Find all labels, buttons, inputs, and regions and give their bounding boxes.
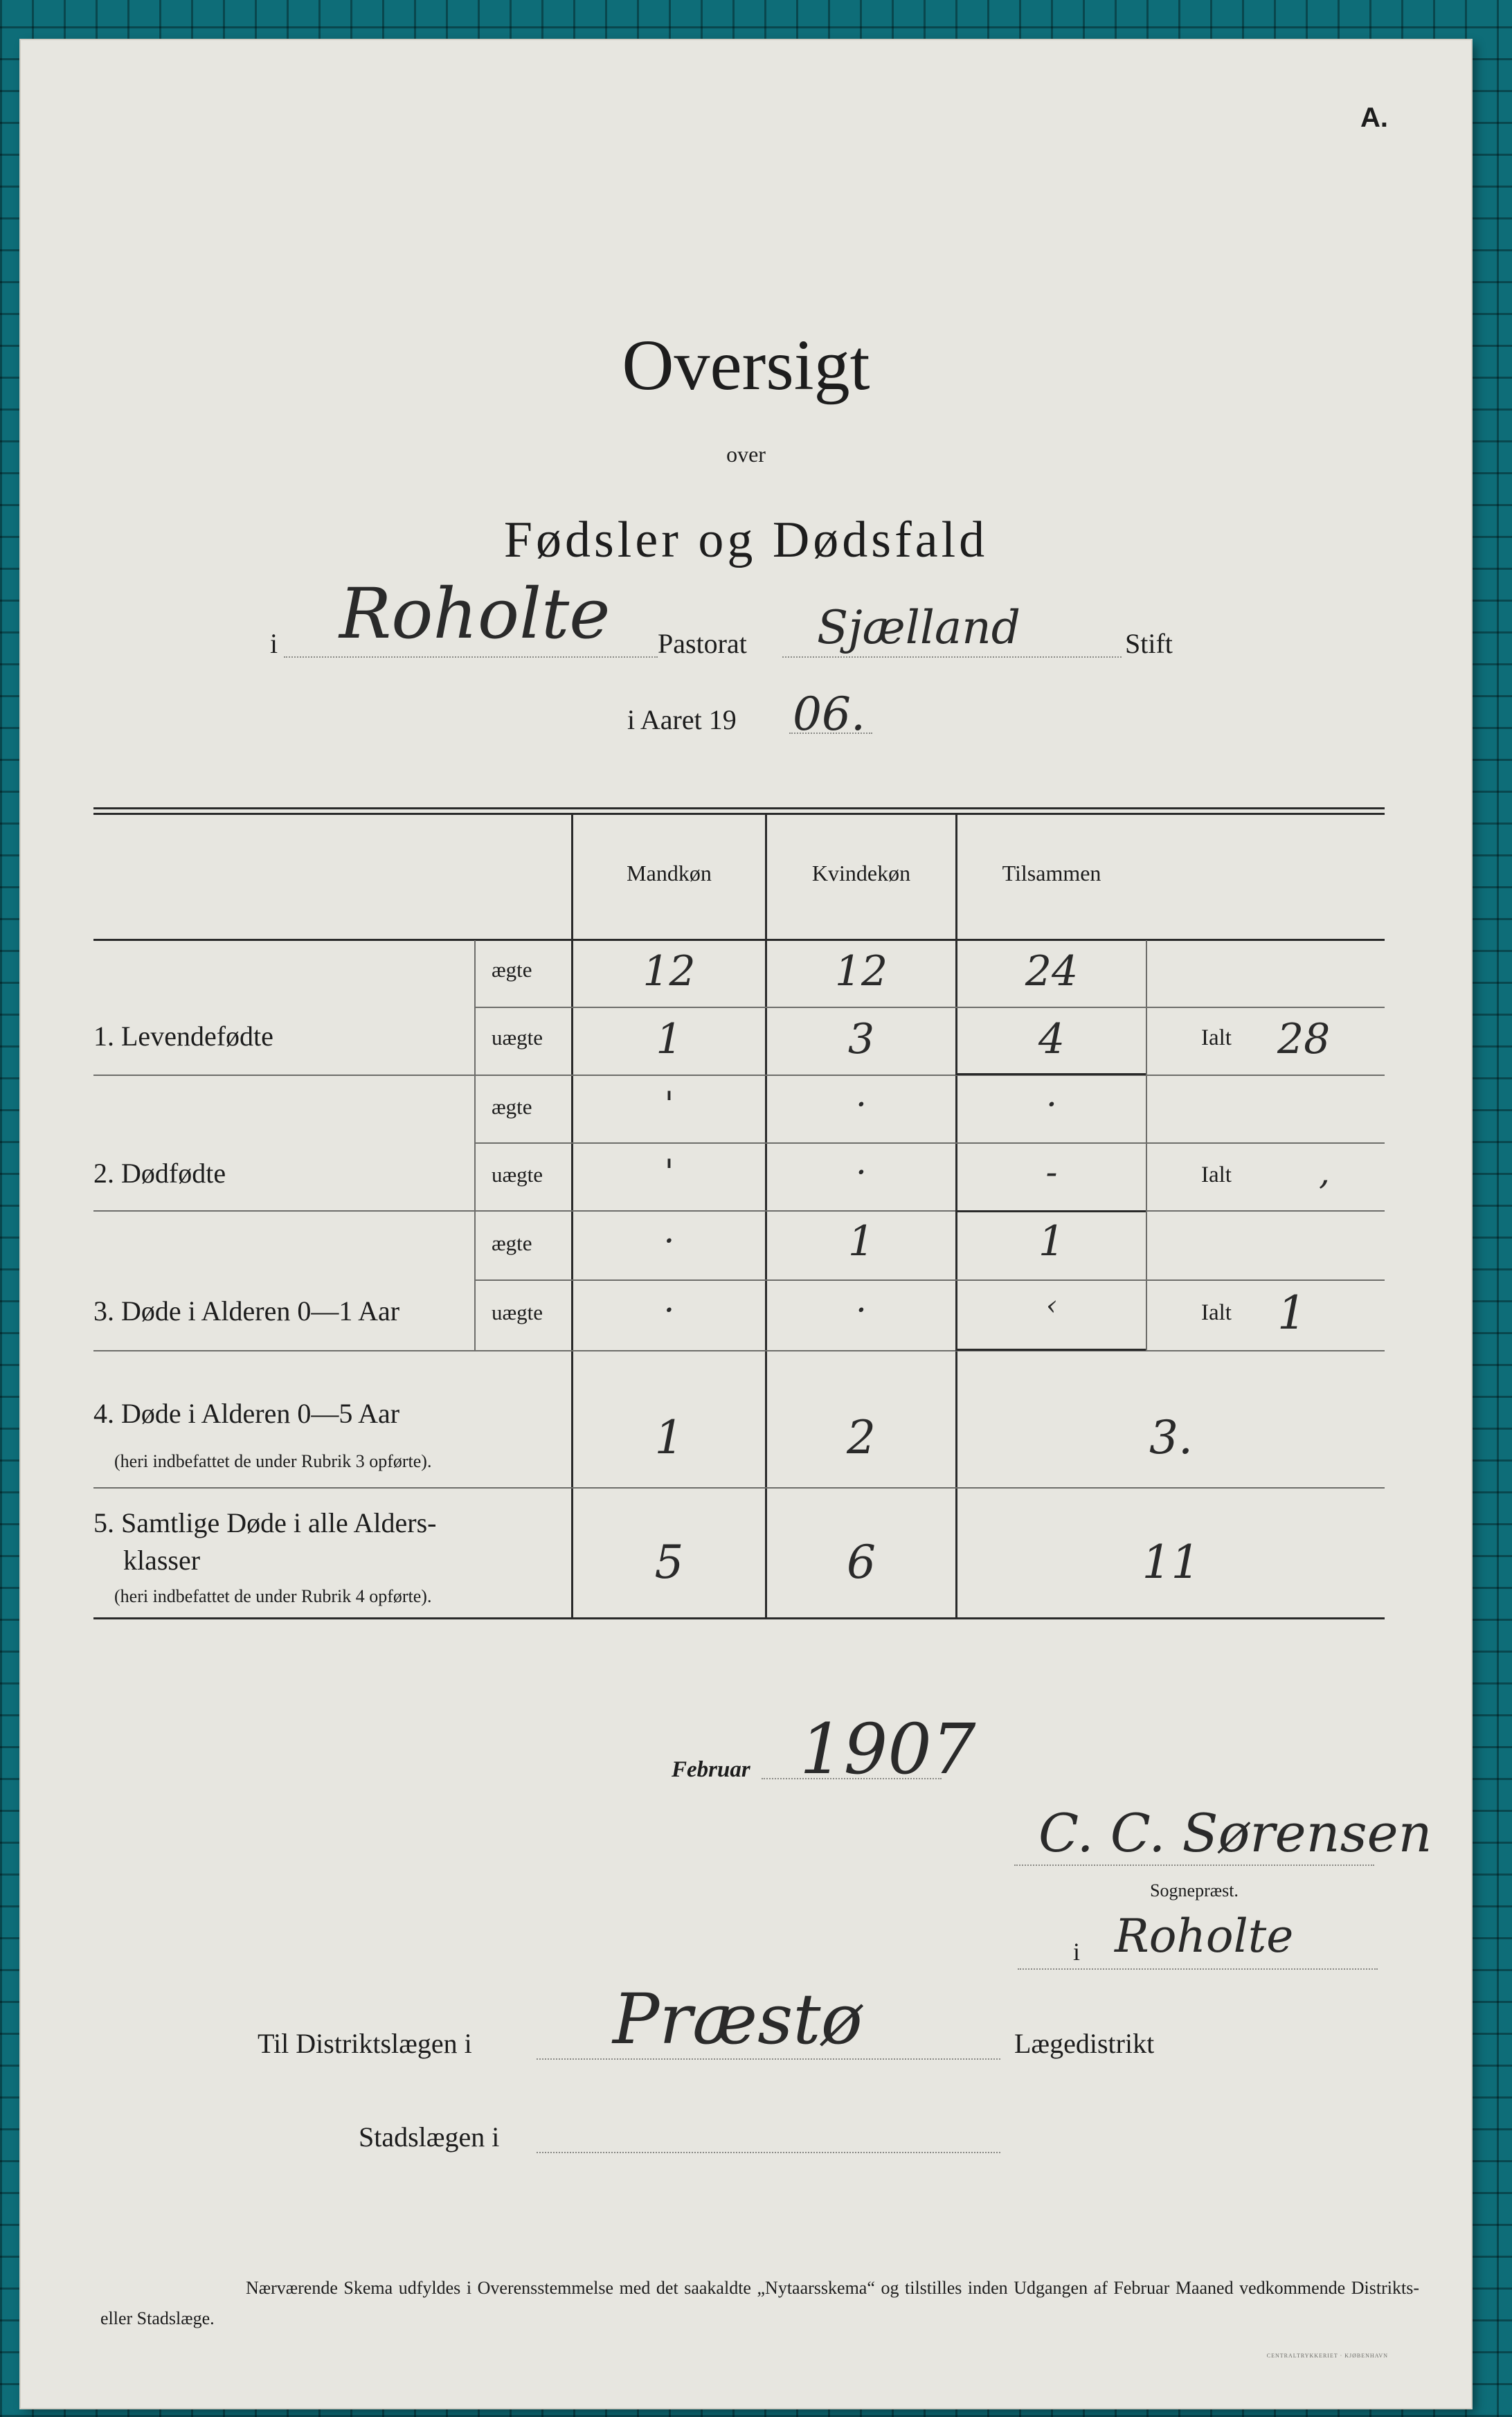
signature-handwritten: C. C. Sørensen xyxy=(1038,1802,1432,1864)
header-female: Kvindekøn xyxy=(811,861,911,886)
row3-aegte-male: · xyxy=(663,1221,675,1261)
header-total: Tilsammen xyxy=(1002,861,1101,886)
over-label: over xyxy=(726,442,766,467)
row2-uaegte-female: · xyxy=(856,1152,867,1192)
row3-uaegte-female: · xyxy=(856,1290,867,1330)
pastorat-label: Pastorat xyxy=(658,628,747,659)
row1-uaegte-total: 4 xyxy=(1038,1015,1065,1063)
form-sheet xyxy=(21,40,1471,2408)
row4-note: (heri indbefattet de under Rubrik 3 opførte). xyxy=(114,1451,432,1471)
row2-uaegte-male: ' xyxy=(664,1152,674,1192)
row4-label: 4. Døde i Alderen 0—5 Aar xyxy=(93,1398,400,1429)
row2-ialt-label: Ialt xyxy=(1201,1162,1232,1187)
signature-place-prefix: i xyxy=(1073,1938,1081,1966)
diocese-name-handwritten: Sjælland xyxy=(817,601,1021,654)
stift-label: Stift xyxy=(1125,628,1173,659)
printer-mark: CENTRALTRYKKERIET · KJØBENHAVN xyxy=(1266,2353,1388,2359)
row5-label-line2: klasser xyxy=(123,1545,201,1576)
row5-total: 11 xyxy=(1142,1536,1200,1589)
date-year-handwritten: 1907 xyxy=(800,1709,976,1790)
row2-uaegte-total: - xyxy=(1045,1152,1058,1192)
row5-female: 6 xyxy=(847,1536,876,1589)
signature-place-handwritten: Roholte xyxy=(1115,1910,1294,1963)
to-city-label: Stadslægen i xyxy=(359,2121,500,2153)
year-value-handwritten: 06. xyxy=(793,688,865,741)
header-male: Mandkøn xyxy=(627,861,712,886)
row5-male: 5 xyxy=(654,1536,684,1589)
row2-label: 2. Dødfødte xyxy=(93,1158,226,1189)
row2-aegte-total: · xyxy=(1046,1084,1057,1124)
row1-uaegte-label: uægte xyxy=(492,1025,543,1050)
row1-ialt-value: 28 xyxy=(1277,1015,1331,1063)
signature-role: Sognepræst. xyxy=(1150,1880,1239,1901)
date-month: Februar xyxy=(672,1757,750,1782)
row3-uaegte-total: ‹ xyxy=(1046,1290,1057,1322)
row2-aegte-male: ' xyxy=(664,1084,674,1124)
row3-aegte-label: ægte xyxy=(492,1231,532,1255)
to-district-handwritten: Præstø xyxy=(613,1979,863,2060)
row3-ialt-label: Ialt xyxy=(1201,1300,1232,1325)
row2-aegte-label: ægte xyxy=(492,1095,532,1119)
row1-aegte-total: 24 xyxy=(1025,947,1079,996)
form-letter: A. xyxy=(1360,102,1388,133)
row3-label: 3. Døde i Alderen 0—1 Aar xyxy=(93,1295,400,1327)
year-label: i Aaret 19 xyxy=(627,704,737,735)
row3-uaegte-label: uægte xyxy=(492,1300,543,1324)
row3-ialt-value: 1 xyxy=(1277,1286,1306,1340)
row1-label: 1. Levendefødte xyxy=(93,1021,273,1052)
row5-label-line1: 5. Samtlige Døde i alle Alders- xyxy=(93,1507,437,1538)
row4-total: 3. xyxy=(1149,1411,1193,1464)
row2-ialt-value: , xyxy=(1319,1152,1330,1192)
subtitle: Fødsler og Dødsfald xyxy=(503,512,989,568)
row2-uaegte-label: uægte xyxy=(492,1162,543,1187)
row1-uaegte-female: 3 xyxy=(847,1015,875,1063)
footer-instructions: Nærværende Skema udfyldes i Overensstemmelse med det saakaldte „Nytaarsskema“ og tilstilles inden Udgangen af Februar Maaned vedkommende Distrikts- eller Stadslæge. xyxy=(100,2278,1419,2328)
row4-male: 1 xyxy=(654,1411,684,1464)
to-district-label: Til Distriktslægen i xyxy=(258,2028,472,2059)
row2-aegte-female: · xyxy=(856,1084,867,1124)
page-title: Oversigt xyxy=(622,325,870,405)
to-district-suffix: Lægedistrikt xyxy=(1014,2028,1155,2059)
row1-aegte-male: 12 xyxy=(642,947,696,996)
row3-uaegte-male: · xyxy=(663,1290,675,1330)
row4-female: 2 xyxy=(847,1411,876,1464)
row1-ialt-label: Ialt xyxy=(1201,1025,1232,1050)
row1-aegte-female: 12 xyxy=(834,947,888,996)
parish-name-handwritten: Roholte xyxy=(339,573,611,654)
row3-aegte-total: 1 xyxy=(1038,1217,1065,1266)
row5-note: (heri indbefattet de under Rubrik 4 opførte). xyxy=(114,1586,432,1606)
pastorat-i-label: i xyxy=(270,628,278,659)
row1-uaegte-male: 1 xyxy=(656,1015,683,1063)
row3-aegte-female: 1 xyxy=(847,1217,875,1266)
row1-aegte-label: ægte xyxy=(492,958,532,982)
